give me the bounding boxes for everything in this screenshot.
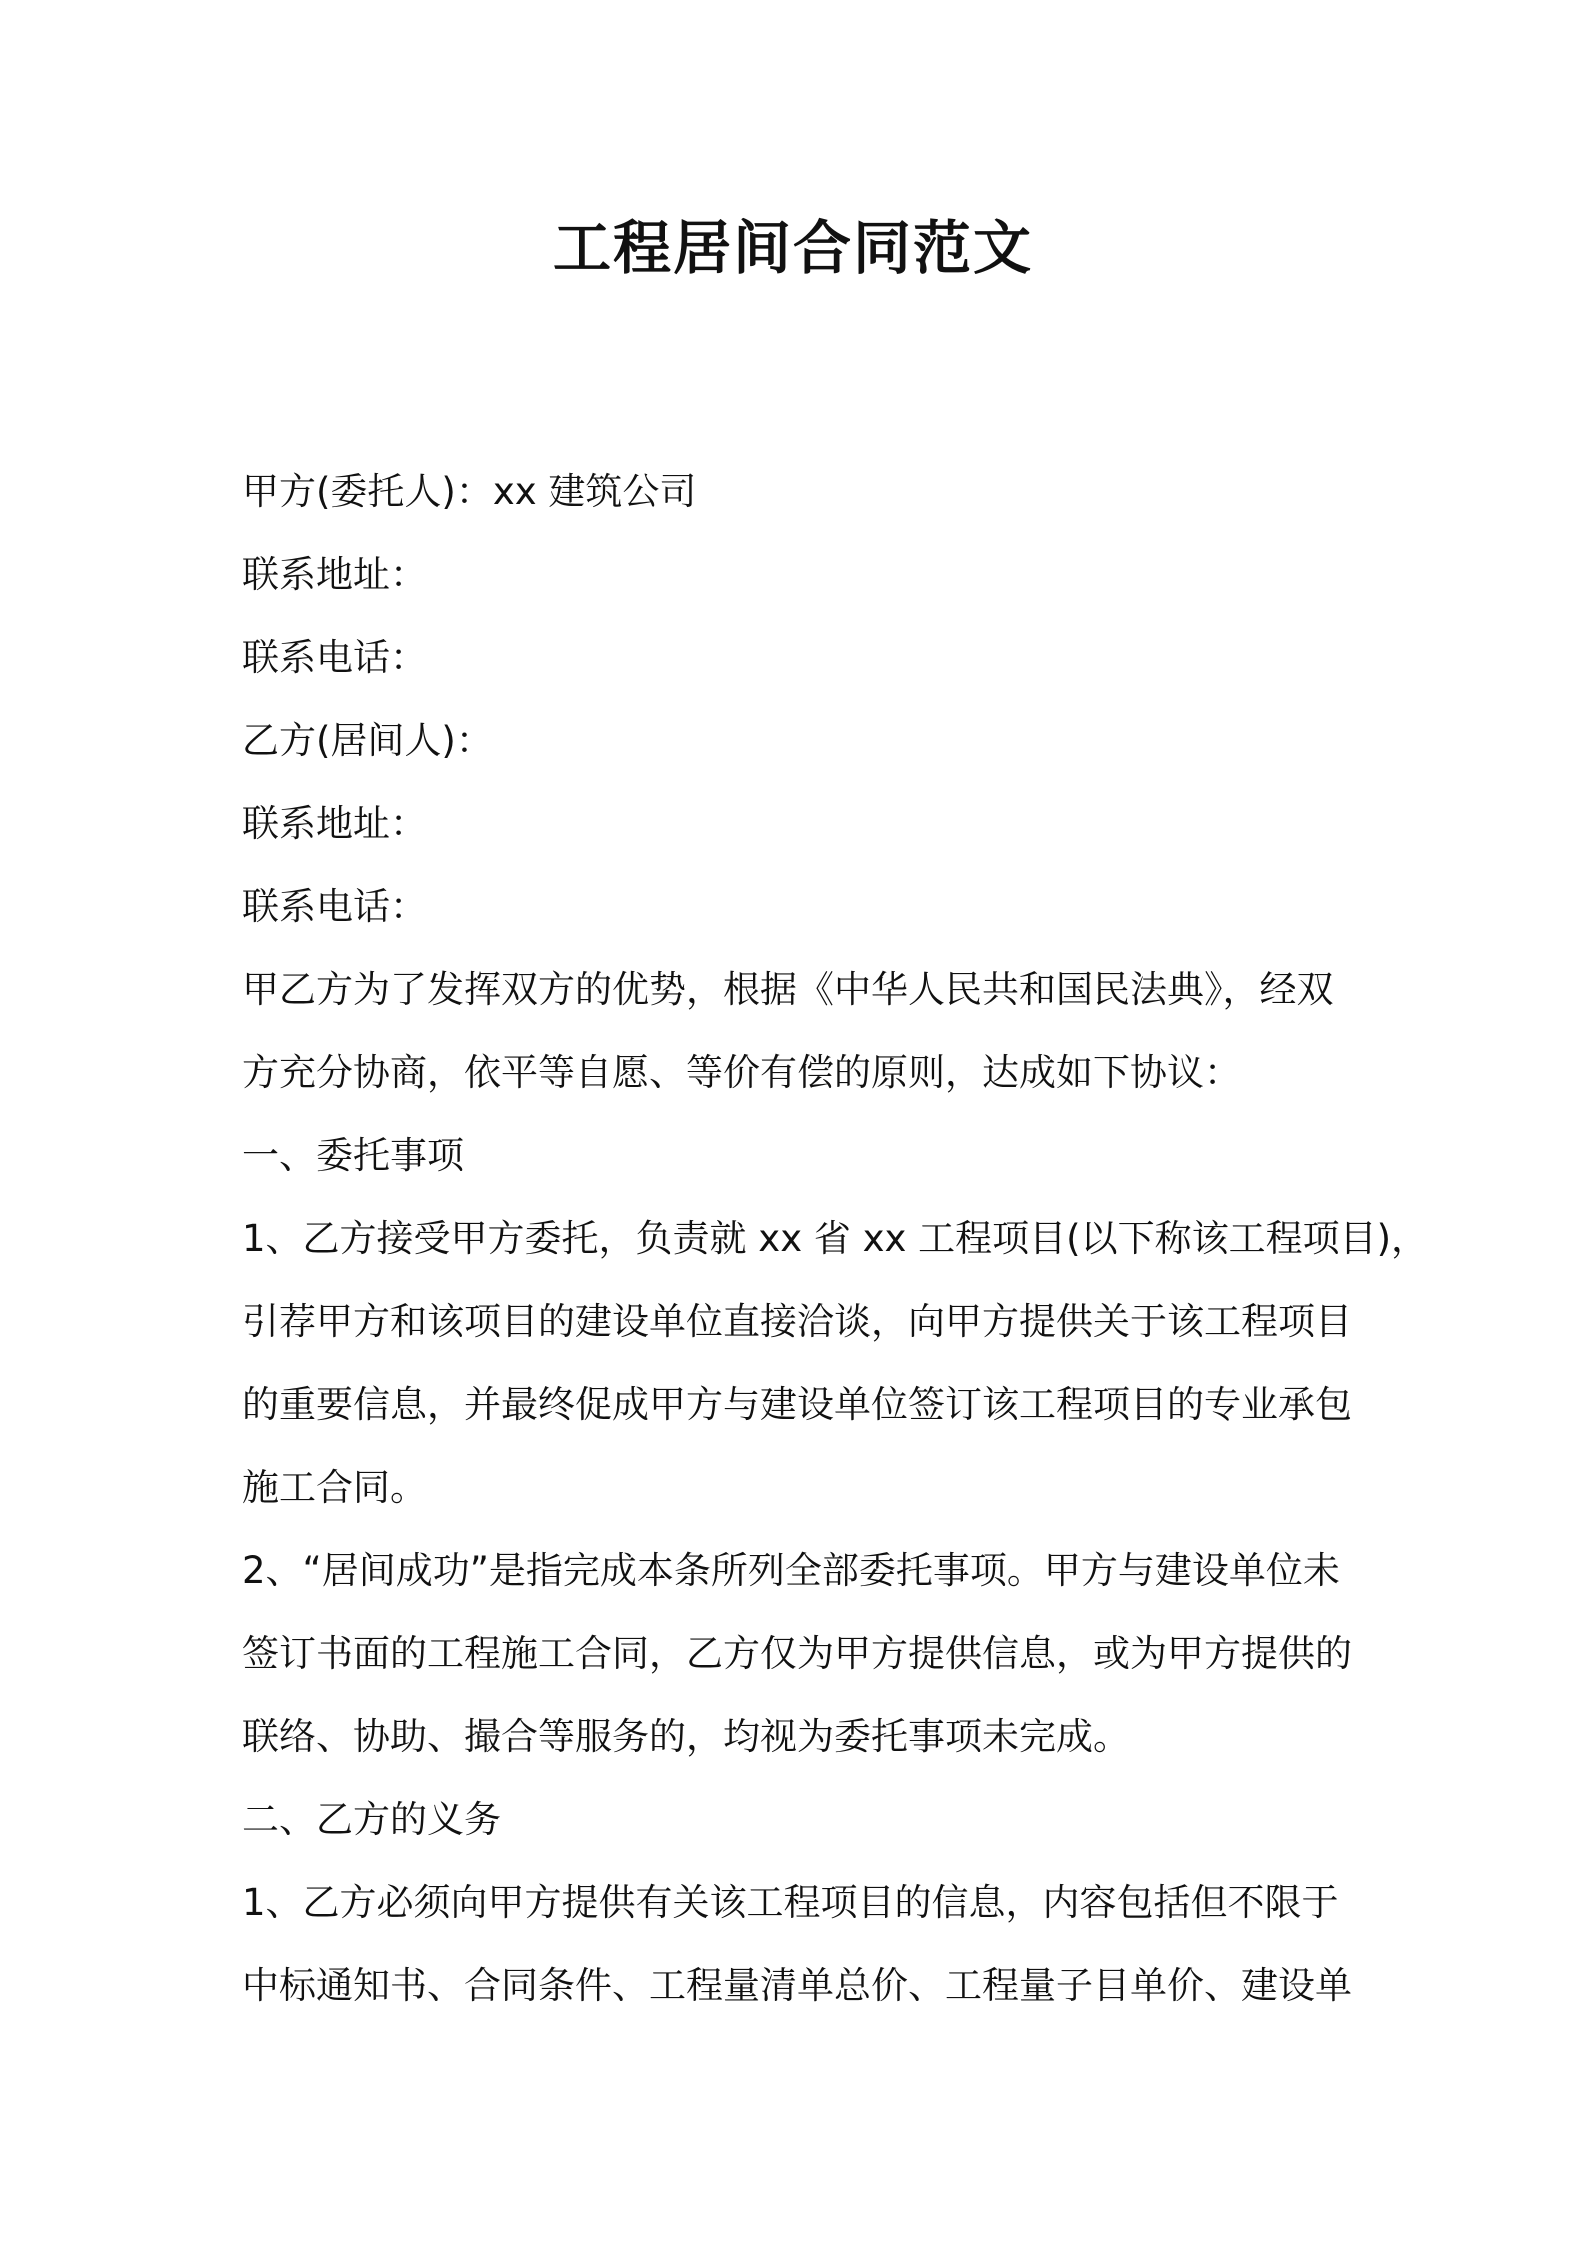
clause-line: 引荐甲方和该项目的建设单位直接洽谈，向甲方提供关于该工程项目 xyxy=(242,1300,1352,1343)
clause-line: 的重要信息，并最终促成甲方与建设单位签订该工程项目的专业承包 xyxy=(242,1383,1352,1426)
party-a-address-line: 联系地址： xyxy=(242,553,427,596)
clause-line: 签订书面的工程施工合同，乙方仅为甲方提供信息，或为甲方提供的 xyxy=(242,1632,1352,1675)
document-title: 工程居间合同范文 xyxy=(552,214,1033,282)
document-body xyxy=(242,450,1429,2027)
section-heading: 二、乙方的义务 xyxy=(242,1798,501,1841)
clause-line: 施工合同。 xyxy=(242,1466,427,1509)
clause-line: 中标通知书、合同条件、工程量清单总价、工程量子目单价、建设单 xyxy=(242,1964,1352,2007)
preamble-line: 甲乙方为了发挥双方的优势，根据《中华人民共和国民法典》，经双 xyxy=(242,968,1334,1011)
party-b-line: 乙方(居间人)： xyxy=(242,719,493,762)
preamble-line: 方充分协商，依平等自愿、等价有偿的原则，达成如下协议： xyxy=(242,1051,1241,1094)
clause-line: 联络、协助、撮合等服务的，均视为委托事项未完成。 xyxy=(242,1715,1130,1758)
clause-line: 1、乙方必须向甲方提供有关该工程项目的信息，内容包括但不限于 xyxy=(242,1881,1339,1924)
clause-line: 2、“居间成功”是指完成本条所列全部委托事项。甲方与建设单位未 xyxy=(242,1549,1340,1592)
party-a-phone-line: 联系电话： xyxy=(242,636,427,679)
section-heading: 一、委托事项 xyxy=(242,1134,464,1177)
party-a-line: 甲方(委托人)：xx 建筑公司 xyxy=(242,470,697,513)
party-b-address-line: 联系地址： xyxy=(242,802,427,845)
party-b-phone-line: 联系电话： xyxy=(242,885,427,928)
clause-line: 1、乙方接受甲方委托，负责就 xx 省 xx 工程项目(以下称该工程项目)， xyxy=(242,1217,1429,1260)
